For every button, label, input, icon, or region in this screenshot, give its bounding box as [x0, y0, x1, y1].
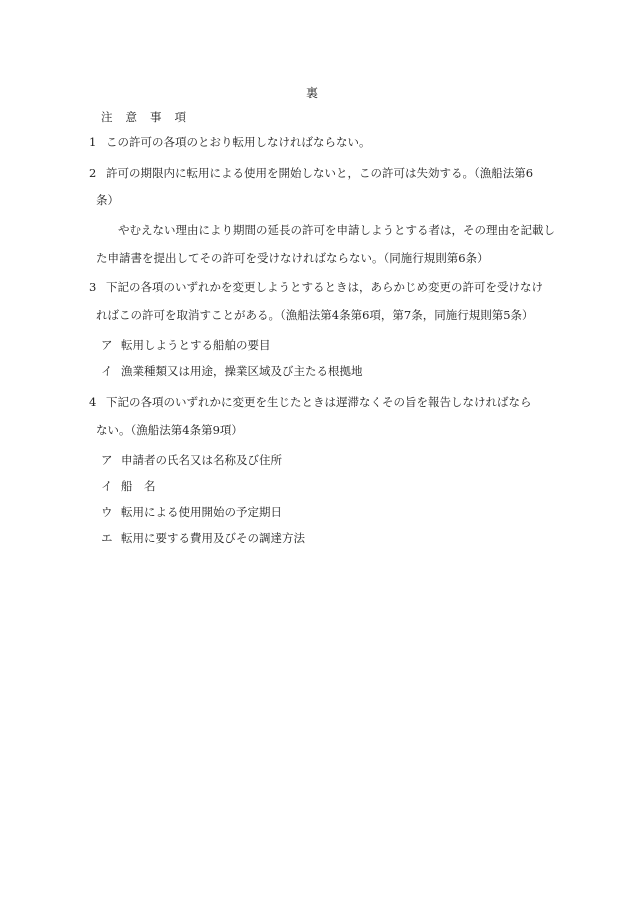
sub-item — [101, 479, 156, 493]
item-2-continuation: 条） — [96, 193, 119, 207]
item-number: 3 — [89, 280, 97, 294]
sub-item-text: 転用に要する費用及びその調達方法 — [121, 531, 305, 545]
sub-item-marker: ウ — [101, 505, 113, 519]
item-number: 4 — [89, 395, 97, 409]
page-heading: 裏 — [306, 86, 319, 100]
section-title-char: 事 — [150, 110, 162, 124]
item-3 — [89, 280, 543, 294]
item-1 — [89, 135, 371, 149]
sub-item-marker: エ — [101, 531, 113, 545]
section-title — [101, 110, 199, 124]
sub-item-text: 漁業種類又は用途，操業区域及び主たる根拠地 — [121, 364, 363, 378]
item-number: 1 — [89, 135, 97, 149]
sub-item-marker: イ — [101, 364, 113, 378]
item-number: 2 — [89, 166, 97, 180]
item-2 — [89, 166, 533, 180]
item-4 — [89, 395, 532, 409]
item-3-continuation: ればこの許可を取消すことがある。（漁船法第4条第6項，第7条，同施行規則第5条） — [96, 308, 534, 322]
section-title-char: 項 — [174, 110, 186, 124]
sub-item-marker: イ — [101, 479, 113, 493]
sub-item — [101, 505, 282, 519]
sub-item-text: 船 名 — [121, 479, 156, 493]
sub-item-text: 転用による使用開始の予定期日 — [121, 505, 282, 519]
item-4-continuation: ない。（漁船法第4条第9項） — [96, 423, 243, 437]
section-title-char: 注 — [101, 110, 113, 124]
sub-item — [101, 453, 282, 467]
item-text: この許可の各項のとおり転用しなければならない。 — [106, 135, 371, 149]
item-2-note-line: やむえない理由により期間の延長の許可を申請しようとする者は，その理由を記載し — [118, 223, 555, 237]
sub-item — [101, 364, 363, 378]
item-text: 下記の各項のいずれかを変更しようとするときは，あらかじめ変更の許可を受けなけ — [106, 280, 543, 294]
item-text: 許可の期限内に転用による使用を開始しないと，この許可は失効する。（漁船法第6 — [106, 166, 534, 180]
sub-item-text: 申請者の氏名又は名称及び住所 — [121, 453, 282, 467]
section-title-char: 意 — [125, 110, 137, 124]
sub-item — [101, 531, 305, 545]
sub-item-marker: ア — [101, 453, 113, 467]
sub-item-text: 転用しようとする船舶の要目 — [121, 338, 271, 352]
sub-item — [101, 338, 271, 352]
item-text: 下記の各項のいずれかに変更を生じたときは遅滞なくその旨を報告しなければなら — [106, 395, 532, 409]
sub-item-marker: ア — [101, 338, 113, 352]
item-2-note-line: た申請書を提出してその許可を受けなければならない。（同施行規則第6条） — [96, 251, 489, 265]
